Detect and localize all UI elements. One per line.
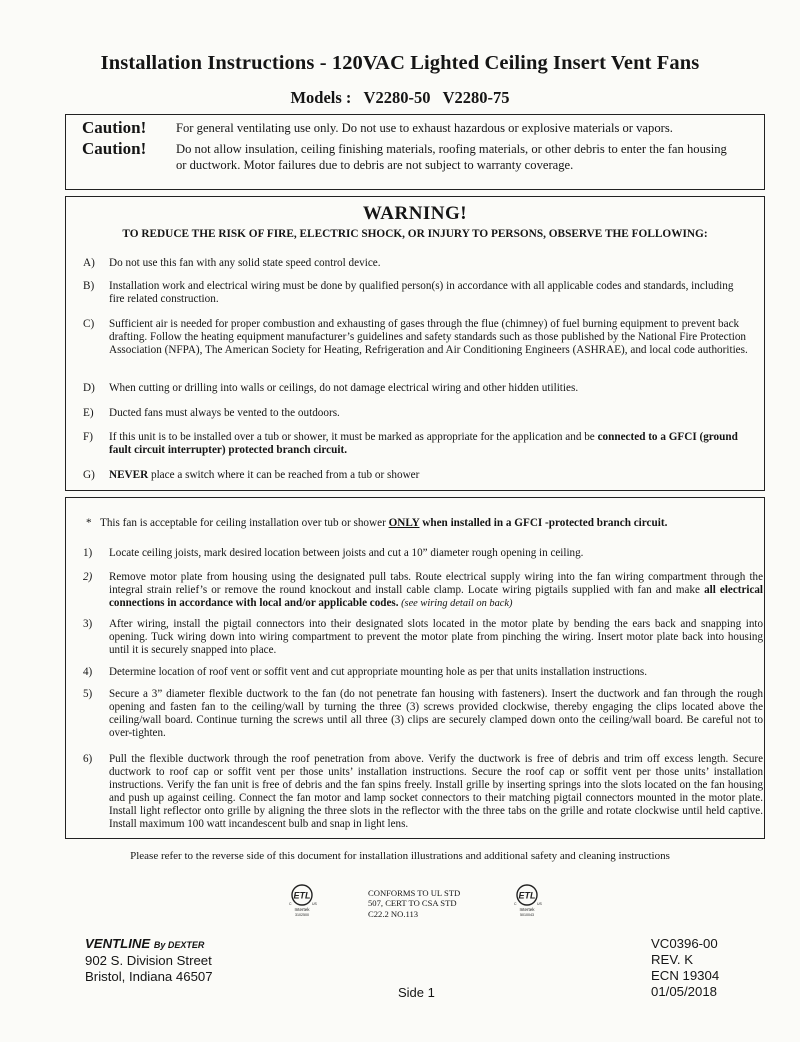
warning-item-text: Installation work and electrical wiring must be done by qualified person(s) in accordance with all applicable codes and standards, including fire related construction. (109, 280, 734, 306)
conforms-line: CONFORMS TO UL STD (368, 888, 461, 898)
step-text: Secure a 3” diameter flexible ductwork to the fan (do not penetrate fan housing with fasteners). Insert the ductwork and fan through the rough opening and fasten fan to the ceiling/wall by turning the three (3) screws provided clockwise, thereby engaging the clips located above the ceiling/wall board. Continue turning the screws until all three (3) clips are securely clamped down onto the ceiling/wall board. Be careful not to over-tighten. (109, 688, 763, 740)
warning-item-text: Do not use this fan with any solid state speed control device. (109, 257, 381, 269)
conforms-text (368, 888, 460, 919)
warning-item-bold-part: NEVER (109, 469, 149, 481)
note-text: This fan is acceptable for ceiling installation over tub or shower (99, 517, 389, 529)
caution-row (82, 139, 736, 173)
mark-number: 5010043 (520, 913, 534, 917)
step-text-bold: all electrical connections in accordance with local and/or applicable codes. (109, 584, 764, 610)
revision: REV. K (651, 952, 694, 967)
mark-number: 3102500 (295, 913, 309, 917)
etl-mark-icon (508, 880, 548, 920)
caution-label: Caution! (82, 139, 147, 158)
step-number: 5) (83, 688, 93, 700)
svg-text:C: C (514, 902, 517, 906)
warning-item-letter: F) (83, 431, 93, 443)
step-number: 6) (83, 753, 93, 765)
instruction-step (83, 666, 763, 679)
ecn-number: ECN 19304 (651, 968, 720, 983)
address-line: Bristol, Indiana 46507 (85, 969, 213, 984)
warning-item-letter: A) (83, 257, 95, 269)
gfci-note (86, 517, 667, 529)
instruction-step (83, 753, 763, 832)
step-text: After wiring, install the pigtail connectors into their designated slots located in the motor plate by bending the ears back and snapping into opening. Tuck wiring down into wiring compartment to prevent the motor plate from pinching the wiring. Insert motor plate back into housing until it is securely snapped into place. (109, 618, 763, 657)
caution-label: Caution! (82, 118, 147, 137)
step-text: Determine location of roof vent or soffit vent and cut appropriate mounting hole as per that units installation instructions. (109, 666, 648, 678)
instruction-step (83, 547, 763, 560)
warning-item-letter: E) (83, 407, 94, 419)
warning-item-text-part: If this unit is to be installed over a tub or shower, it must be marked as appropriate for the application and be (109, 431, 598, 443)
brand-by: By DEXTER (153, 940, 205, 950)
doc-number: VC0396-00 (651, 936, 718, 951)
document-info (651, 936, 719, 1000)
warning-item (83, 318, 749, 358)
caution-box (65, 114, 765, 190)
warning-item (83, 407, 749, 420)
instruction-step (83, 618, 763, 657)
instructions-box (65, 497, 765, 839)
step-text-part: Remove motor plate from housing using the designated pull tabs. Route electrical supply wiring into the fan wiring compartment through the integral strain relief’s or remove the round knockout and install cable clamp. Locate wiring pigtails supplied with fan and make (109, 571, 763, 597)
refer-note: Please refer to the reverse side of this document for installation illustrations and additional safety and cleaning instructions (130, 850, 670, 862)
step-number: 2) (83, 571, 93, 583)
mark-label: Intertek (519, 907, 535, 912)
warning-item (83, 280, 749, 306)
conforms-line: 507, CERT TO CSA STD (368, 898, 457, 909)
caution-text: Do not allow insulation, ceiling finishing materials, roofing materials, or other debris to enter the fan housing or ductwork. Motor failures due to debris are not subject to warranty coverage. (176, 142, 727, 172)
warning-item-text (109, 469, 749, 482)
step-text-italic: (see wiring detail on back) (398, 598, 513, 610)
caution-text: For general ventilating use only. Do not use to exhaust hazardous or explosive materials or vapors. (176, 121, 673, 135)
svg-text:US: US (312, 902, 317, 906)
brand-name: VENTLINE (85, 936, 151, 951)
warning-item-text: Sufficient air is needed for proper combustion and exhausting of gases through the flue (chimney) of fuel burning equipment to prevent back drafting. Follow the heating equipment manufacturer’s guidelines and safety standards such as those published by the National Fire Protection Association (NFPA), The American Society for Heating, Refrigeration and Air Conditioning Engineers (ASHRAE), and local code authorities. (109, 318, 748, 357)
warning-item-letter: D) (83, 382, 95, 394)
model-number: V2280-75 (442, 88, 510, 107)
step-number: 4) (83, 666, 93, 678)
instruction-step (83, 571, 763, 610)
warning-item (83, 431, 749, 457)
warning-item-text: Ducted fans must always be vented to the outdoors. (109, 407, 340, 419)
warning-item (83, 257, 749, 270)
document-title: Installation Instructions - 120VAC Lighted Ceiling Insert Vent Fans (100, 52, 700, 74)
caution-row (82, 118, 736, 138)
conforms-line: C22.2 NO.113 (368, 908, 419, 919)
warning-item-letter: B) (83, 280, 95, 292)
svg-text:ETL: ETL (293, 890, 311, 901)
warning-item-text (109, 431, 749, 457)
etl-mark-icon (283, 880, 323, 920)
warning-item-text: When cutting or drilling into walls or ceilings, do not damage electrical wiring and other hidden utilities. (109, 382, 579, 394)
note-bullet: * (86, 517, 92, 529)
mark-label: Intertek (294, 907, 310, 912)
company-brand (85, 936, 213, 953)
instruction-step (83, 688, 763, 740)
company-address (85, 936, 213, 985)
step-number: 1) (83, 547, 93, 559)
models-label: Models : (290, 88, 352, 107)
address-line: 902 S. Division Street (85, 953, 212, 968)
note-only: ONLY (388, 517, 420, 529)
document-date: 01/05/2018 (651, 984, 718, 999)
warning-item-text-part: place a switch where it can be reached from a tub or shower (148, 469, 420, 481)
warning-item-letter: C) (83, 318, 95, 330)
model-number: V2280-50 (363, 88, 431, 107)
svg-text:US: US (537, 902, 542, 906)
warning-item-letter: G) (83, 469, 95, 481)
page-side-label: Side 1 (398, 985, 435, 1000)
warning-item-bold-part: connected to a GFCI (ground fault circuit interrupter) protected branch circuit. (109, 431, 738, 457)
warning-item (83, 382, 749, 395)
note-text-bold: when installed in a GFCI -protected branch circuit. (419, 517, 668, 529)
warning-subtitle: TO REDUCE THE RISK OF FIRE, ELECTRIC SHOCK, OR INJURY TO PERSONS, OBSERVE THE FOLLOWING: (122, 228, 708, 240)
step-text: Pull the flexible ductwork through the roof penetration from above. Verify the ductwork is free of debris and trim off excess length. Secure ductwork to roof cap or soffit vent per those units’ installation instructions. Secure the roof cap or soffit vent per those units’ installation instructions. Verify the fan unit is free of debris and the fan spins freely. Install grille by inserting springs into the slots located on the fan housing and push up against ceiling. Connect the fan motor and lamp socket connectors to their matching pigtail connectors mounted in the motor plate. Install light reflector onto grille by aligning the three slots in the reflector with the three tabs on the grille and rotate clockwise until held captive. Install maximum 100 watt incandescent bulb and snap in light lens. (109, 753, 763, 831)
warning-item (83, 469, 749, 482)
step-number: 3) (83, 618, 93, 630)
svg-text:ETL: ETL (518, 890, 536, 901)
step-text (109, 571, 763, 610)
models-line (0, 88, 800, 108)
warning-box (65, 196, 765, 491)
svg-text:C: C (289, 902, 292, 906)
warning-title: WARNING! (362, 203, 468, 224)
step-text: Locate ceiling joists, mark desired location between joists and cut a 10” diameter rough opening in ceiling. (109, 547, 584, 559)
